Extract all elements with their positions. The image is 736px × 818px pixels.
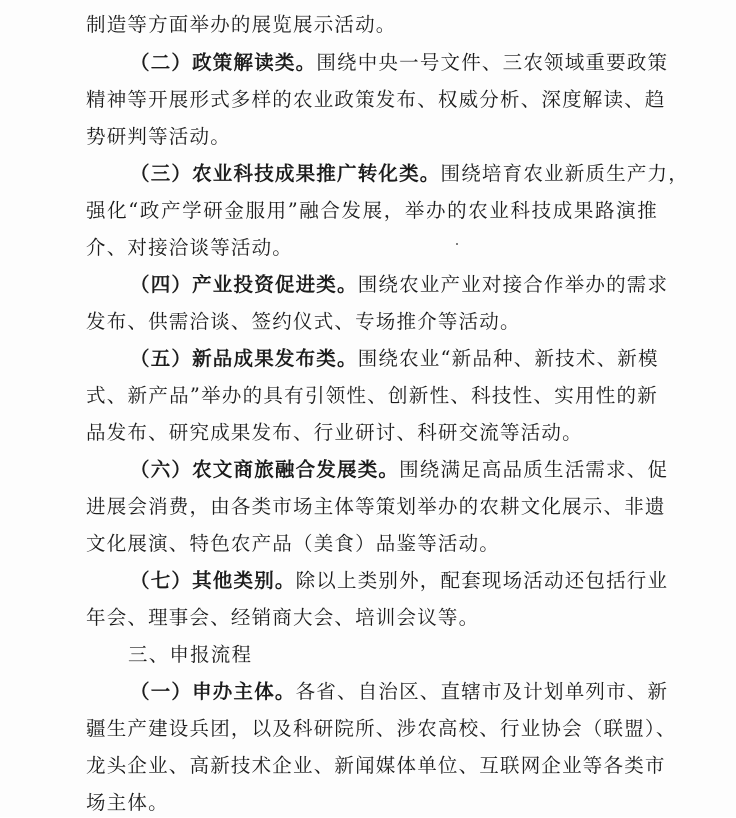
item-heading: （六）农文商旅融合发展类。 — [130, 458, 400, 481]
section-heading: 三、申报流程 — [128, 643, 253, 666]
paragraph-line: 年会、理事会、经销商大会、培训会议等。 — [86, 606, 480, 629]
item-heading: （四）产业投资促进类。 — [130, 273, 358, 296]
paragraph-line: （六）农文商旅融合发展类。围绕满足高品质生活需求、促 — [130, 458, 669, 481]
paragraph-line: 势研判等活动。 — [86, 125, 231, 148]
paragraph-line: 式、新产品”举办的具有引领性、创新性、科技性、实用性的新 — [86, 384, 658, 407]
paragraph-line: （四）产业投资促进类。围绕农业产业对接合作举办的需求 — [130, 273, 669, 296]
paragraph-line: 精神等开展形式多样的农业政策发布、权威分析、深度解读、趋 — [86, 88, 666, 111]
paragraph-line: 场主体。 — [86, 791, 169, 814]
paragraph-line: 发布、供需洽谈、签约仪式、专场推介等活动。 — [86, 310, 521, 333]
item-heading: （七）其他类别。 — [130, 569, 296, 592]
scan-speck — [456, 243, 458, 245]
paragraph-line: （三）农业科技成果推广转化类。围绕培育农业新质生产力， — [130, 162, 689, 185]
paragraph-line: 文化展演、特色农产品（美食）品鉴等活动。 — [86, 532, 501, 555]
item-heading: （五）新品成果发布类。 — [130, 347, 358, 370]
paragraph-line: 品发布、研究成果发布、行业研讨、科研交流等活动。 — [86, 421, 583, 444]
item-heading: （三）农业科技成果推广转化类。 — [130, 162, 441, 185]
paragraph-line: 强化“政产学研金服用”融合发展，举办的农业科技成果路演推 — [86, 199, 658, 222]
paragraph-line: 制造等方面举办的展览展示活动。 — [86, 13, 397, 36]
paragraph-line: （七）其他类别。除以上类别外，配套现场活动还包括行业 — [130, 569, 669, 592]
paragraph-line: （一）申办主体。各省、自治区、直辖市及计划单列市、新 — [130, 680, 669, 703]
paragraph-line: 龙头企业、高新技术企业、新闻媒体单位、互联网企业等各类市 — [86, 754, 666, 777]
paragraph-line: 进展会消费，由各类市场主体等策划举办的农耕文化展示、非遗 — [86, 495, 666, 518]
paragraph-line: 疆生产建设兵团，以及科研院所、涉农高校、行业协会（联盟）、 — [86, 717, 677, 740]
item-heading: （二）政策解读类。 — [130, 51, 317, 74]
paragraph-line: 介、对接洽谈等活动。 — [86, 236, 294, 259]
paragraph-line: （五）新品成果发布类。围绕农业“新品种、新技术、新模 — [130, 347, 659, 370]
paragraph-line: （二）政策解读类。围绕中央一号文件、三农领域重要政策 — [130, 51, 669, 74]
item-heading: （一）申办主体。 — [130, 680, 296, 703]
